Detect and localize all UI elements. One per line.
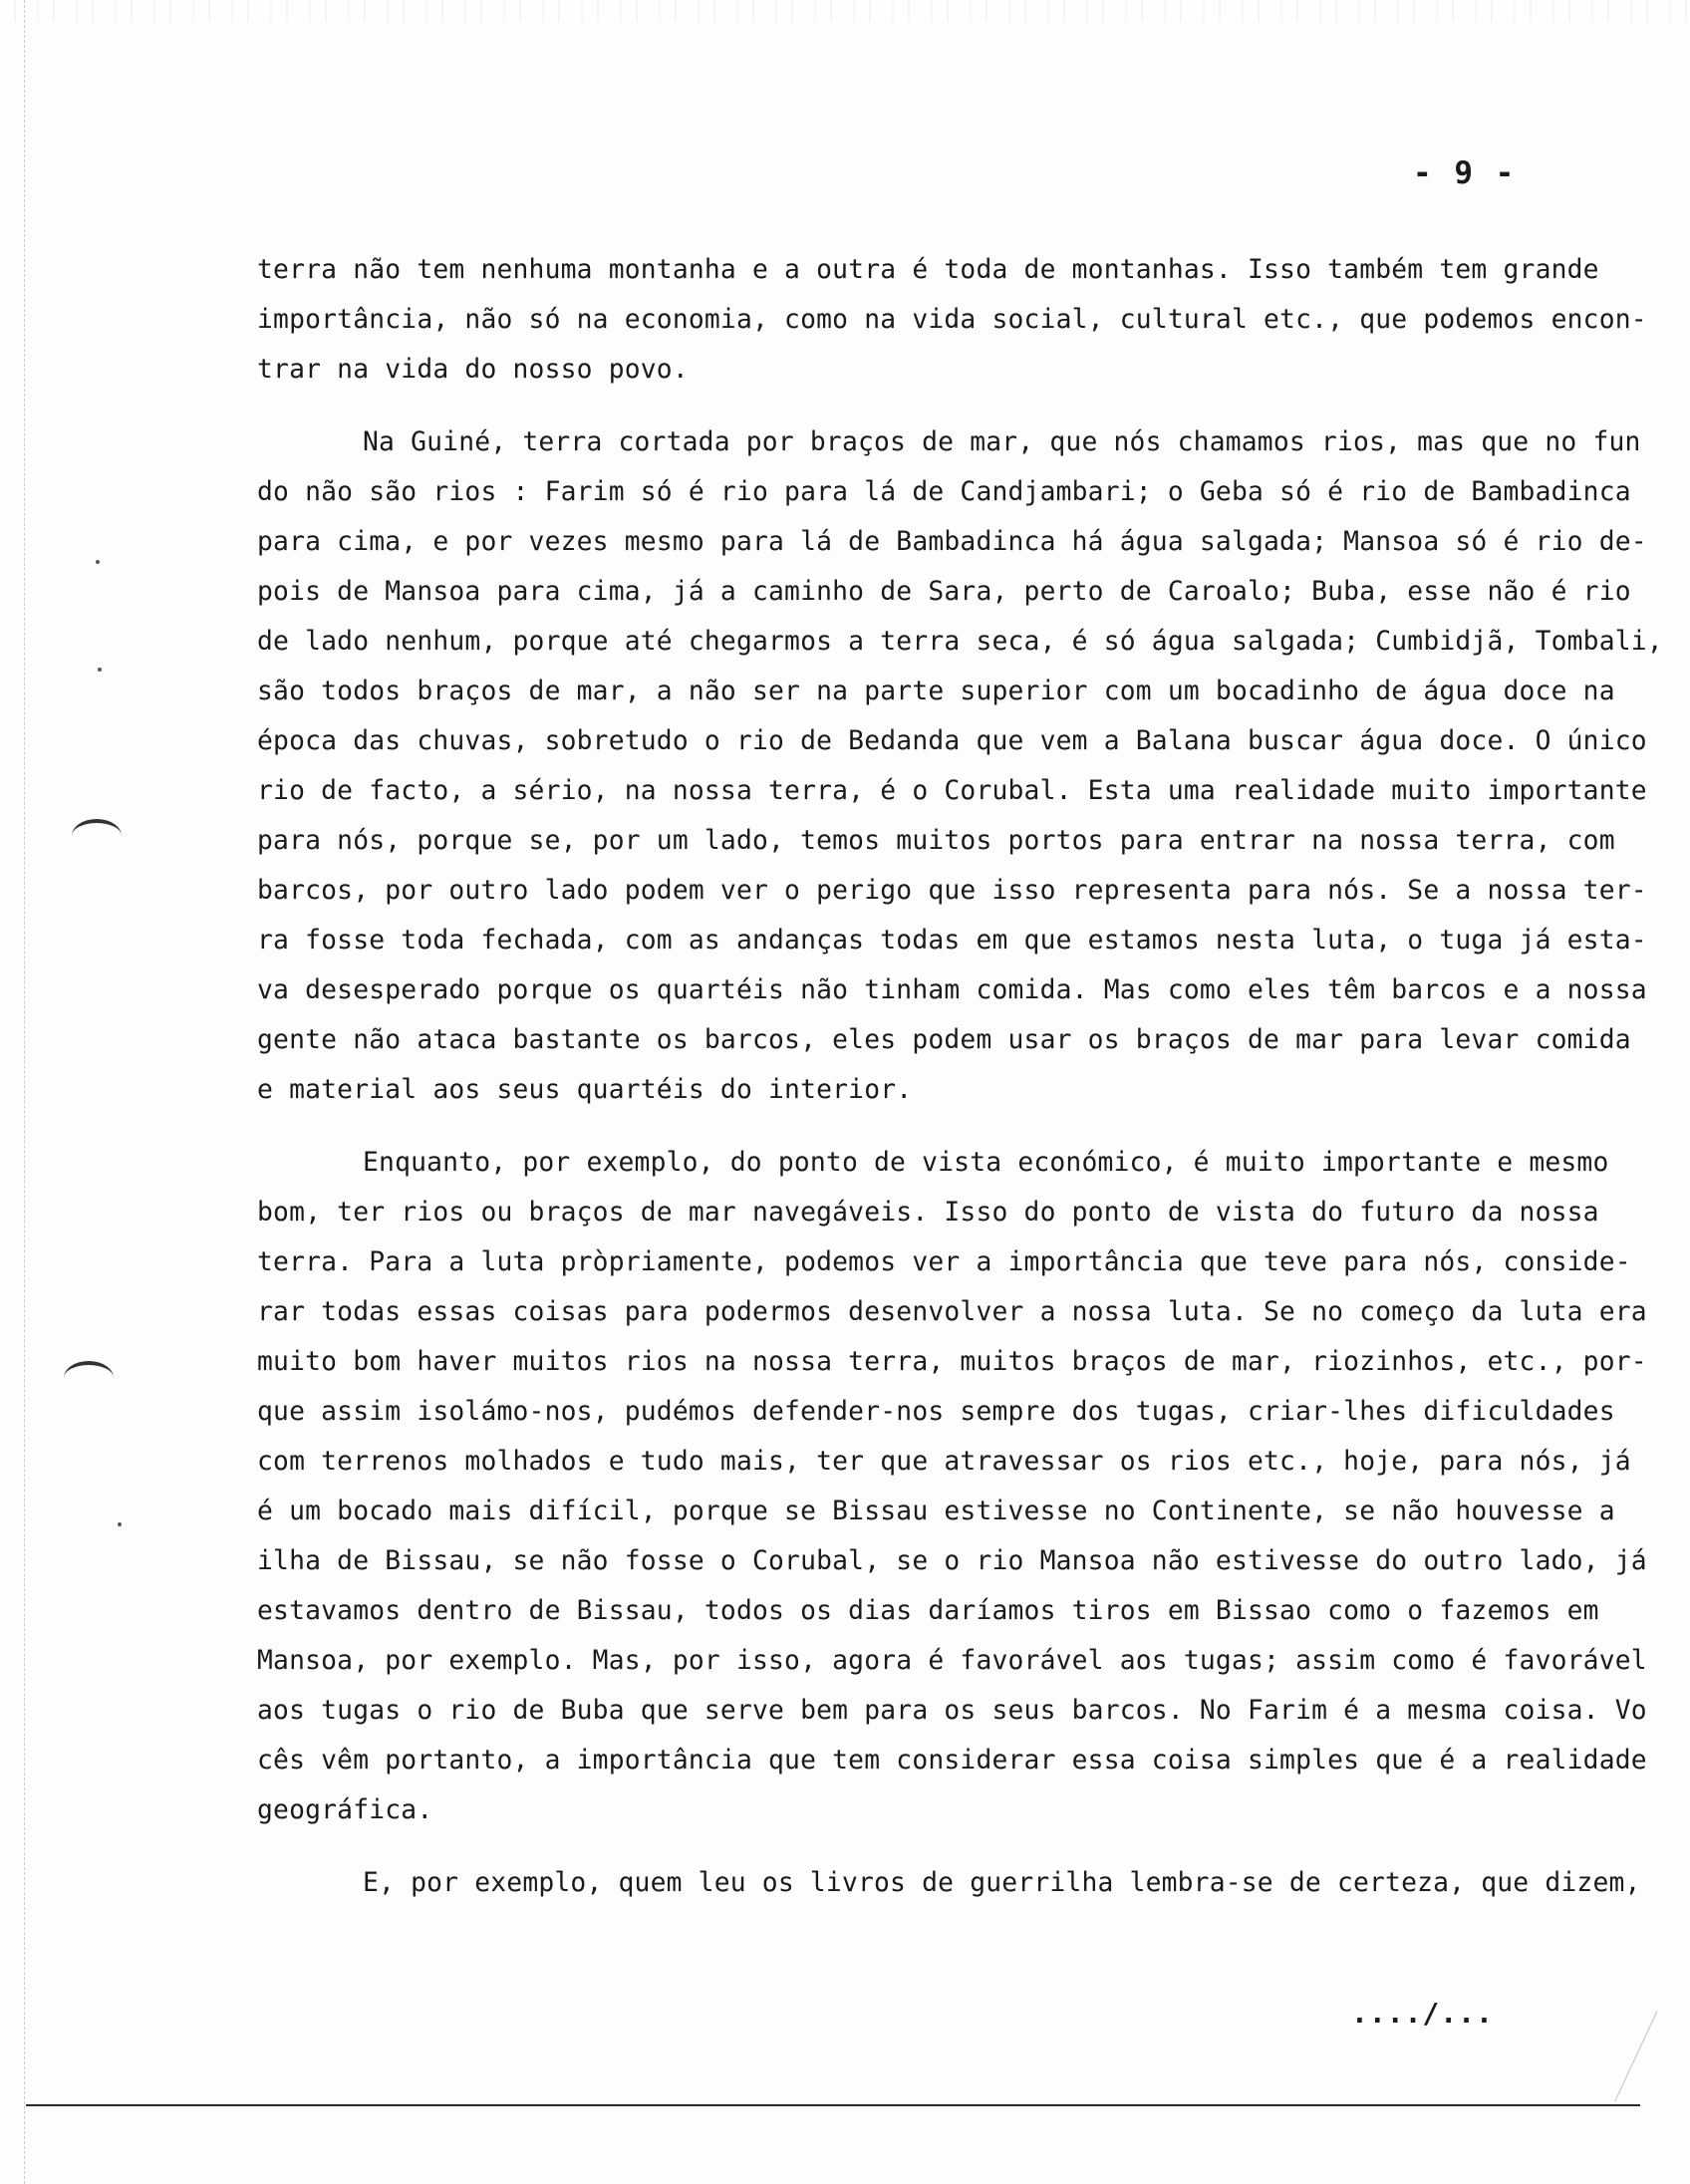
text-line: gente não ataca bastante os barcos, eles podem usar os braços de mar para levar comida [257, 1025, 1631, 1055]
text-line: pois de Mansoa para cima, já a caminho de Sara, perto de Caroalo; Buba, esse não é rio [257, 577, 1631, 607]
text-line: estavamos dentro de Bissau, todos os dias daríamos tiros em Bissao como o fazemos em [257, 1596, 1599, 1626]
text-line: que assim isolámo-nos, pudémos defender-nos sempre dos tugas, criar-lhes dificuldades [257, 1397, 1615, 1427]
text-line: ilha de Bissau, se não fosse o Corubal, se o rio Mansoa não estivesse do outro lado, já [257, 1546, 1647, 1576]
text-line: Enquanto, por exemplo, do ponto de vista económico, é muito importante e mesmo [363, 1148, 1609, 1178]
continuation-mark: ..../... [1351, 1997, 1494, 2030]
binder-hole-mark [64, 1361, 114, 1395]
text-line: Na Guiné, terra cortada por braços de mar, que nós chamamos rios, mas que no fun [363, 427, 1641, 457]
text-line: Mansoa, por exemplo. Mas, por isso, agora é favorável aos tugas; assim como é favorável [257, 1646, 1647, 1676]
text-line: barcos, por outro lado podem ver o perigo que isso representa para nós. Se a nossa ter- [257, 876, 1647, 906]
binder-hole-mark [72, 819, 122, 853]
text-line: cês vêm portanto, a importância que tem considerar essa coisa simples que é a realidade [257, 1746, 1647, 1775]
text-line: do não são rios : Farim só é rio para lá de Candjambari; o Geba só é rio de Bambadinca [257, 477, 1631, 507]
text-line: para cima, e por vezes mesmo para lá de Bambadinca há água salgada; Mansoa só é rio de- [257, 527, 1647, 557]
text-line: bom, ter rios ou braços de mar navegáveis. Isso do ponto de vista do futuro da nossa [257, 1198, 1599, 1228]
page-corner-curl [1614, 2011, 1684, 2114]
text-line: e material aos seus quartéis do interior. [257, 1075, 913, 1105]
text-line: importância, não só na economia, como na vida social, cultural etc., que podemos encon- [257, 305, 1647, 335]
scan-speck [118, 1522, 122, 1526]
text-line: ra fosse toda fechada, com as andanças todas em que estamos nesta luta, o tuga já esta- [257, 926, 1647, 956]
text-line: com terrenos molhados e tudo mais, ter que atravessar os rios etc., hoje, para nós, já [257, 1447, 1631, 1477]
text-line: são todos braços de mar, a não ser na parte superior com um bocadinho de água doce na [257, 677, 1615, 706]
scan-margin-line [24, 0, 26, 2184]
text-line: trar na vida do nosso povo. [257, 355, 689, 385]
text-line: rar todas essas coisas para podermos desenvolver a nossa luta. Se no começo da luta era [257, 1297, 1647, 1327]
scan-speck [98, 668, 102, 672]
text-line: terra não tem nenhuma montanha e a outra é toda de montanhas. Isso também tem grande [257, 255, 1599, 285]
text-line: geográfica. [257, 1795, 433, 1825]
text-line: é um bocado mais difícil, porque se Bissau estivesse no Continente, se não houvesse a [257, 1497, 1615, 1526]
page-bottom-rule [26, 2104, 1640, 2106]
text-line: terra. Para a luta pròpriamente, podemos ver a importância que teve para nós, conside- [257, 1247, 1631, 1277]
body-text [257, 245, 1663, 1908]
scan-speck [96, 560, 100, 564]
text-line: para nós, porque se, por um lado, temos muitos portos para entrar na nossa terra, com [257, 826, 1615, 856]
page-number: - 9 - [1413, 155, 1517, 191]
text-line: muito bom haver muitos rios na nossa terra, muitos braços de mar, riozinhos, etc., por- [257, 1347, 1647, 1377]
scan-edge-noise [0, 0, 1690, 22]
text-line: rio de facto, a sério, na nossa terra, é o Corubal. Esta uma realidade muito importante [257, 776, 1647, 806]
text-line: va desesperado porque os quartéis não tinham comida. Mas como eles têm barcos e a nossa [257, 975, 1647, 1005]
text-line: aos tugas o rio de Buba que serve bem para os seus barcos. No Farim é a mesma coisa. Vo [257, 1696, 1647, 1726]
text-line: E, por exemplo, quem leu os livros de guerrilha lembra-se de certeza, que dizem, [363, 1868, 1641, 1898]
text-line: época das chuvas, sobretudo o rio de Bedanda que vem a Balana buscar água doce. O único [257, 726, 1647, 756]
text-line: de lado nenhum, porque até chegarmos a terra seca, é só água salgada; Cumbidjã, Tombali, [257, 627, 1663, 657]
